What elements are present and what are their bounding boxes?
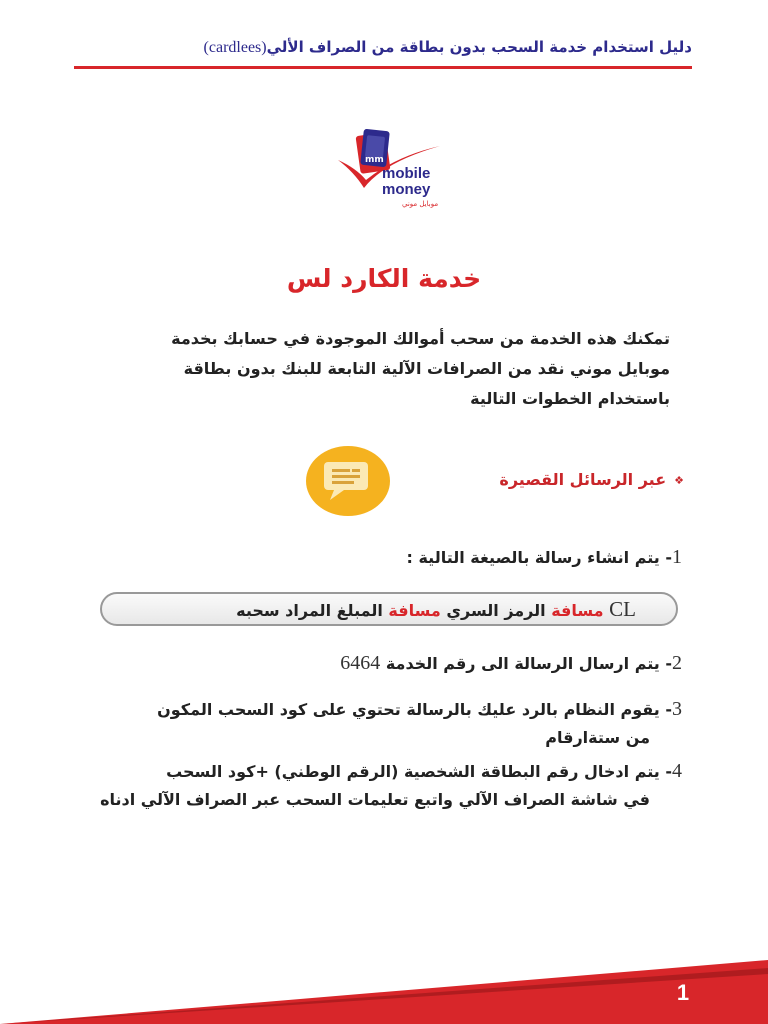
- step-4-continued: [100, 790, 650, 809]
- intro-paragraph: [90, 324, 670, 414]
- intro-line: موبايل موني نقد من الصرافات الآلية التابعة للبنك بدون بطاقة: [183, 359, 670, 378]
- logo-badge: mm: [365, 155, 384, 165]
- step-4: 4- يتم ادخال رقم البطاقة الشخصية (الرقم الوطني) +كود السحب: [166, 760, 682, 782]
- step-text: يتم ارسال الرسالة الى رقم الخدمة: [385, 654, 660, 673]
- page-number: 1: [676, 980, 690, 1005]
- step-1: 1- يتم انشاء رسالة بالصيغة التالية :: [406, 546, 682, 568]
- step-2: 2- يتم ارسال الرسالة الى رقم الخدمة 6464: [340, 652, 682, 674]
- mobile-money-logo: [336, 128, 448, 210]
- step-number: 2: [672, 652, 682, 674]
- sms-section-label: [460, 470, 684, 489]
- header-divider: [74, 66, 692, 69]
- diamond-bullet-icon: ❖: [674, 474, 684, 487]
- step-text: يتم انشاء رسالة بالصيغة التالية :: [406, 548, 660, 567]
- sms-format-box: [100, 592, 678, 626]
- header-title: دليل استخدام خدمة السحب بدون بطاقة من الصراف الألي: [266, 38, 692, 56]
- step-number: 4: [672, 760, 682, 782]
- sms-label-text: عبر الرسائل القصيرة: [499, 470, 667, 489]
- step-3: 3- يقوم النظام بالرد عليك بالرسالة تحتوي على كود السحب المكون: [157, 698, 682, 720]
- service-number: 6464: [340, 652, 381, 674]
- step-text: يقوم النظام بالرد عليك بالرسالة تحتوي على كود السحب المكون: [157, 700, 660, 719]
- logo-text-mobile: mobile: [382, 165, 431, 182]
- header-title-latin: (cardlees): [203, 39, 267, 56]
- sms-chat-icon: [306, 446, 390, 516]
- step-3-continued: [545, 728, 650, 747]
- document-header: [74, 38, 692, 62]
- format-space: مسافة: [388, 601, 441, 620]
- step-text: من ستةارقام: [545, 728, 650, 747]
- format-cl: CL: [609, 597, 636, 621]
- footer-band: [0, 950, 768, 1024]
- intro-line: باستخدام الخطوات التالية: [470, 389, 670, 408]
- logo-text-arabic: موبايل موني: [402, 200, 439, 208]
- format-space: مسافة: [551, 601, 604, 620]
- intro-line: تمكنك هذه الخدمة من سحب أموالك الموجودة في حسابك بخدمة: [171, 329, 670, 348]
- format-amount: المبلغ المراد سحبه: [236, 601, 383, 620]
- step-number: 1: [672, 546, 682, 568]
- page-title: خدمة الكارد لس: [286, 264, 482, 293]
- format-pin: الرمز السري: [446, 601, 546, 620]
- step-text: يتم ادخال رقم البطاقة الشخصية (الرقم الوطني) +كود السحب: [166, 762, 660, 781]
- logo-text-money: money: [382, 181, 431, 198]
- step-number: 3: [672, 698, 682, 720]
- step-text: في شاشة الصراف الآلي واتبع تعليمات السحب عبر الصراف الآلي ادناه: [100, 790, 650, 809]
